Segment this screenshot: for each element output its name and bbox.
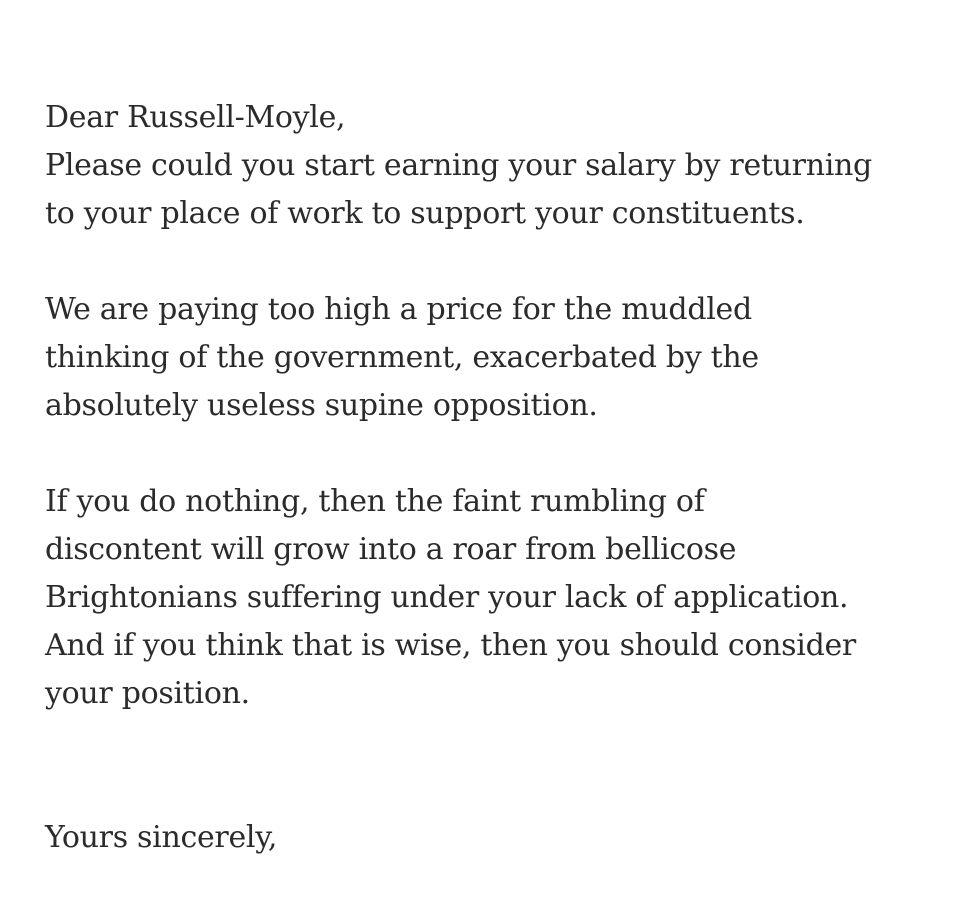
paragraph-3-line: Brightonians suffering under your lack of application.: [45, 580, 849, 615]
paragraph-3-line: And if you think that is wise, then you should consider: [45, 628, 856, 663]
paragraph-3: [45, 478, 925, 718]
paragraph-spacer: [45, 430, 925, 478]
paragraph-1: [45, 142, 925, 238]
salutation: Dear Russell-Moyle,: [45, 100, 346, 135]
paragraph-2: [45, 286, 925, 430]
closing-spacer: [45, 718, 925, 814]
letter-body: [45, 94, 925, 862]
paragraph-spacer: [45, 238, 925, 286]
closing: Yours sincerely,: [45, 820, 278, 855]
paragraph-3-line: If you do nothing, then the faint rumbling of: [45, 484, 705, 519]
paragraph-2-line: We are paying too high a price for the muddled: [45, 292, 752, 327]
paragraph-3-line: discontent will grow into a roar from bellicose: [45, 532, 737, 567]
paragraph-3-line: your position.: [45, 676, 250, 711]
paragraph-2-line: absolutely useless supine opposition.: [45, 388, 598, 423]
paragraph-2-line: thinking of the government, exacerbated by the: [45, 340, 759, 375]
paragraph-1-line: to your place of work to support your constituents.: [45, 196, 805, 231]
paragraph-1-line: Please could you start earning your salary by returning: [45, 148, 872, 183]
